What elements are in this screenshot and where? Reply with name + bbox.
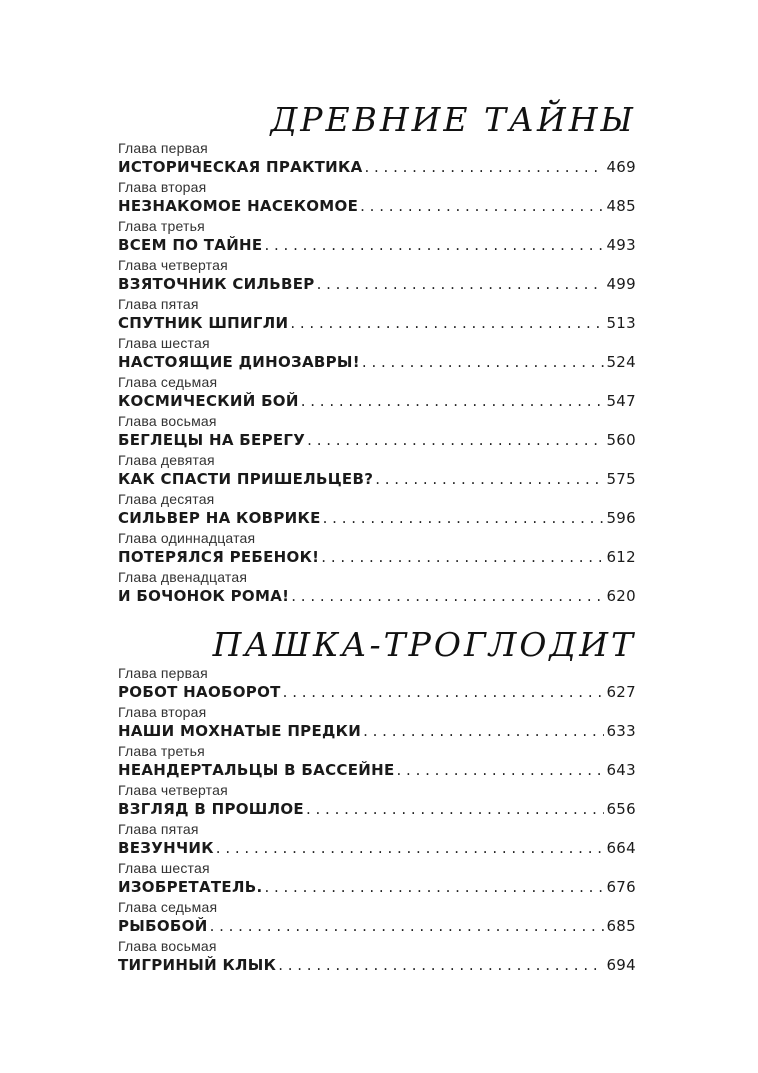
chapter-title: РОБОТ НАОБОРОТ	[118, 683, 281, 701]
chapter-label: Глава восьмая	[118, 413, 217, 429]
chapter-row	[118, 955, 636, 976]
dot-leader	[323, 508, 605, 529]
toc-entry	[118, 743, 636, 782]
chapter-label: Глава шестая	[118, 335, 210, 351]
section-title: ПАШКА-ТРОГЛОДИТ	[212, 625, 636, 664]
chapter-row	[118, 877, 636, 898]
dot-leader	[375, 469, 604, 490]
page-number: 547	[606, 392, 636, 410]
dot-leader	[364, 157, 604, 178]
dot-leader	[283, 682, 605, 703]
chapter-label: Глава пятая	[118, 296, 199, 312]
chapter-label: Глава третья	[118, 743, 205, 759]
toc-entry	[118, 704, 636, 743]
toc-entry	[118, 452, 636, 491]
toc-entry	[118, 374, 636, 413]
dot-leader	[360, 196, 604, 217]
chapter-row	[118, 586, 636, 607]
page-number: 664	[606, 839, 636, 857]
chapter-row	[118, 274, 636, 295]
chapter-row	[118, 157, 636, 178]
page-number: 643	[606, 761, 636, 779]
toc-entry	[118, 140, 636, 179]
page-number: 633	[606, 722, 636, 740]
dot-leader	[290, 313, 604, 334]
chapter-title: НЕАНДЕРТАЛЬЦЫ В БАССЕЙНЕ	[118, 761, 395, 779]
dot-leader	[317, 274, 605, 295]
chapter-title: И БОЧОНОК РОМА!	[118, 587, 290, 605]
dot-leader	[321, 547, 604, 568]
dot-leader	[306, 799, 604, 820]
dot-leader	[397, 760, 605, 781]
chapter-title: КОСМИЧЕСКИЙ БОЙ	[118, 392, 299, 410]
chapter-title: ПОТЕРЯЛСЯ РЕБЕНОК!	[118, 548, 320, 566]
chapter-label: Глава первая	[118, 140, 208, 156]
chapter-label: Глава четвертая	[118, 257, 228, 273]
toc-list	[118, 665, 636, 977]
page-number: 676	[606, 878, 636, 896]
toc-entry	[118, 218, 636, 257]
toc-entry	[118, 530, 636, 569]
page-number: 575	[606, 470, 636, 488]
toc-entry	[118, 569, 636, 608]
chapter-label: Глава вторая	[118, 704, 207, 720]
page-number: 694	[606, 956, 636, 974]
page-number: 656	[606, 800, 636, 818]
chapter-row	[118, 508, 636, 529]
toc-entry	[118, 782, 636, 821]
chapter-row	[118, 682, 636, 703]
dot-leader	[264, 877, 604, 898]
toc-entry	[118, 296, 636, 335]
chapter-title: ИСТОРИЧЕСКАЯ ПРАКТИКА	[118, 158, 363, 176]
page-number: 612	[606, 548, 636, 566]
dot-leader	[278, 955, 604, 976]
chapter-row	[118, 547, 636, 568]
chapter-title: РЫБОБОЙ	[118, 917, 208, 935]
chapter-title: НАШИ МОХНАТЫЕ ПРЕДКИ	[118, 722, 362, 740]
page-number: 469	[606, 158, 636, 176]
chapter-label: Глава восьмая	[118, 938, 217, 954]
section-title: ДРЕВНИЕ ТАЙНЫ	[270, 100, 636, 139]
chapter-row	[118, 352, 636, 373]
chapter-title: ИЗОБРЕТАТЕЛЬ.	[118, 878, 263, 896]
chapter-label: Глава вторая	[118, 179, 207, 195]
toc-section-pashka-troglodyte	[118, 625, 636, 977]
chapter-label: Глава десятая	[118, 491, 215, 507]
toc-entry	[118, 413, 636, 452]
page-number: 620	[606, 587, 636, 605]
chapter-label: Глава четвертая	[118, 782, 228, 798]
chapter-label: Глава одиннадцатая	[118, 530, 256, 546]
dot-leader	[216, 838, 605, 859]
chapter-title: НАСТОЯЩИЕ ДИНОЗАВРЫ!	[118, 353, 360, 371]
chapter-row	[118, 916, 636, 937]
chapter-title: ВЕЗУНЧИК	[118, 839, 214, 857]
chapter-label: Глава двенадцатая	[118, 569, 248, 585]
chapter-title: БЕГЛЕЦЫ НА БЕРЕГУ	[118, 431, 306, 449]
toc-section-ancient-secrets	[118, 100, 636, 608]
chapter-title: ВСЕМ ПО ТАЙНЕ	[118, 236, 263, 254]
chapter-label: Глава седьмая	[118, 374, 218, 390]
chapter-title: НЕЗНАКОМОЕ НАСЕКОМОЕ	[118, 197, 359, 215]
chapter-row	[118, 196, 636, 217]
chapter-row	[118, 430, 636, 451]
page-number: 596	[606, 509, 636, 527]
chapter-label: Глава девятая	[118, 452, 215, 468]
dot-leader	[264, 235, 604, 256]
chapter-row	[118, 799, 636, 820]
toc-entry	[118, 821, 636, 860]
page-number: 485	[606, 197, 636, 215]
chapter-title: ТИГРИНЫЙ КЛЫК	[118, 956, 277, 974]
toc-entry	[118, 179, 636, 218]
chapter-row	[118, 469, 636, 490]
page-number: 513	[606, 314, 636, 332]
chapter-title: ВЗЯТОЧНИК СИЛЬВЕР	[118, 275, 315, 293]
toc-entry	[118, 335, 636, 374]
dot-leader	[210, 916, 605, 937]
dot-leader	[291, 586, 604, 607]
toc-entry	[118, 665, 636, 704]
page-number: 493	[606, 236, 636, 254]
page-number: 499	[606, 275, 636, 293]
page-number: 627	[606, 683, 636, 701]
chapter-row	[118, 721, 636, 742]
dot-leader	[362, 352, 605, 373]
toc-entry	[118, 860, 636, 899]
chapter-title: КАК СПАСТИ ПРИШЕЛЬЦЕВ?	[118, 470, 374, 488]
page-number: 524	[606, 353, 636, 371]
page-number: 560	[606, 431, 636, 449]
toc-entry	[118, 491, 636, 530]
chapter-label: Глава первая	[118, 665, 208, 681]
toc-list	[118, 140, 636, 608]
toc-entry	[118, 938, 636, 977]
chapter-row	[118, 313, 636, 334]
chapter-row	[118, 838, 636, 859]
dot-leader	[301, 391, 605, 412]
page-number: 685	[606, 917, 636, 935]
chapter-label: Глава седьмая	[118, 899, 218, 915]
chapter-title: ВЗГЛЯД В ПРОШЛОЕ	[118, 800, 304, 818]
chapter-title: СИЛЬВЕР НА КОВРИКЕ	[118, 509, 321, 527]
chapter-title: СПУТНИК ШПИГЛИ	[118, 314, 289, 332]
dot-leader	[307, 430, 604, 451]
toc-entry	[118, 899, 636, 938]
chapter-row	[118, 760, 636, 781]
chapter-row	[118, 391, 636, 412]
chapter-label: Глава шестая	[118, 860, 210, 876]
chapter-label: Глава третья	[118, 218, 205, 234]
chapter-label: Глава пятая	[118, 821, 199, 837]
toc-entry	[118, 257, 636, 296]
dot-leader	[363, 721, 604, 742]
chapter-row	[118, 235, 636, 256]
